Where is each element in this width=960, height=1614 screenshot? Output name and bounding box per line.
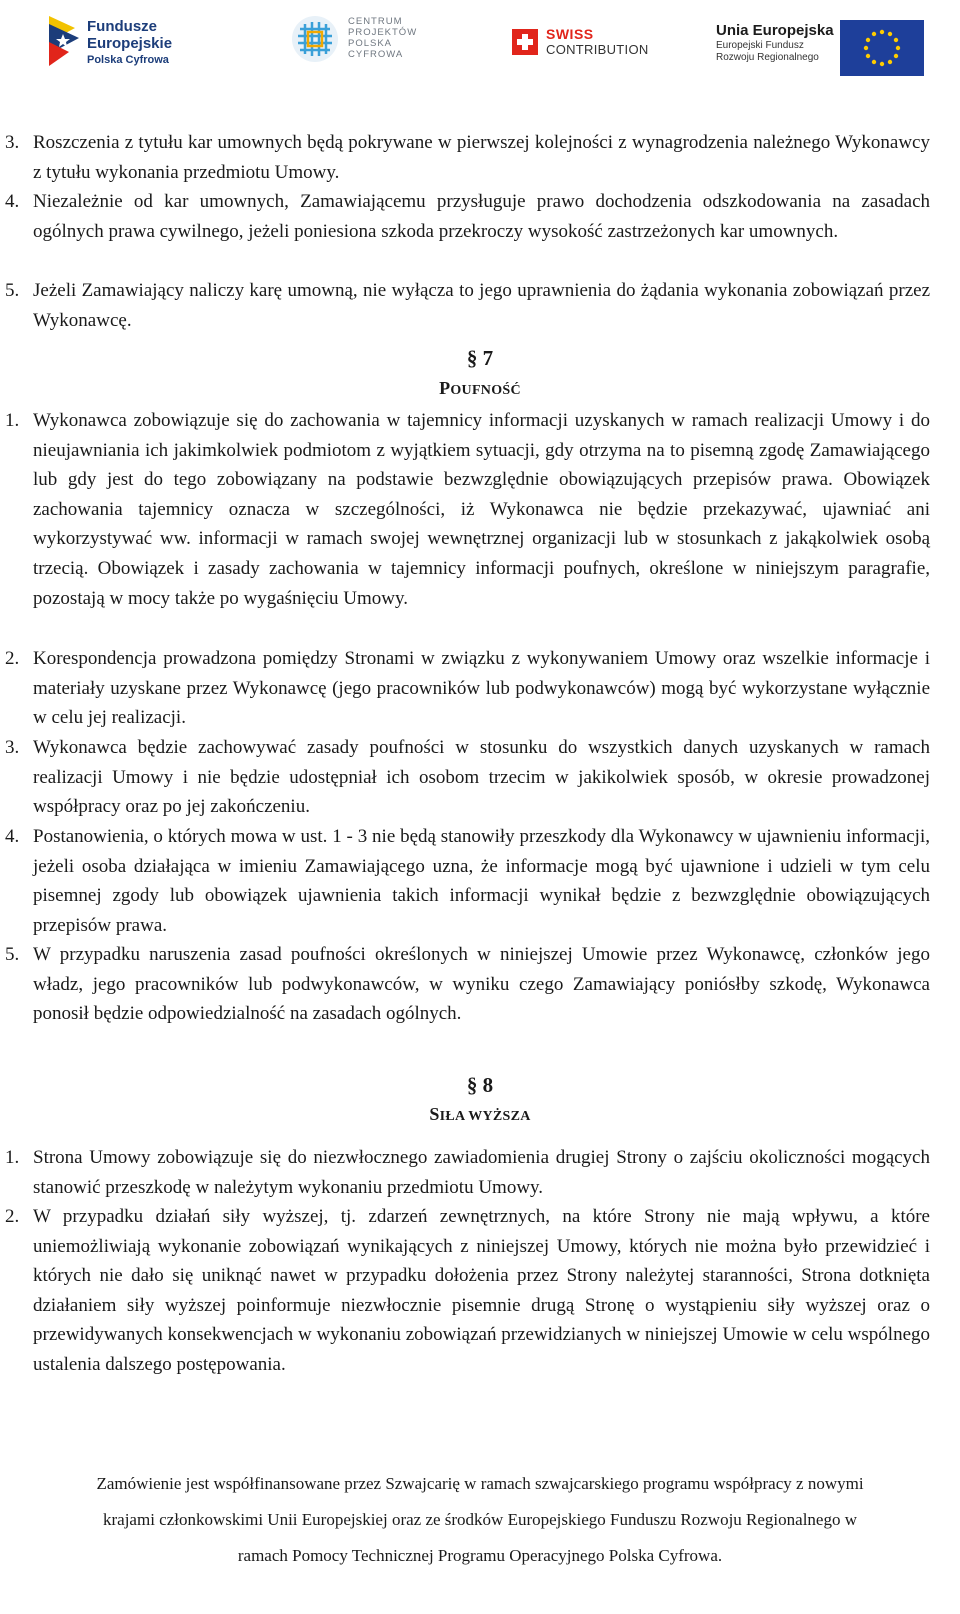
section-8-number: § 8 bbox=[466, 1073, 494, 1097]
item-text: Niezależnie od kar umownych, Zamawiającemu przysługuje prawo dochodzenia odszkodowania na zasadach ogólnych prawa cywilnego, jeżeli poniesiona szkoda przekroczy wysokość zastrzeżonych kar umownych. bbox=[33, 191, 930, 242]
cpp-line3: POLSKA bbox=[348, 38, 393, 49]
fundusze-line2: Europejskie bbox=[87, 35, 173, 52]
swiss-line2: CONTRIBUTION bbox=[546, 42, 649, 57]
centrum-projektow-logo bbox=[290, 12, 430, 72]
list-item bbox=[5, 406, 930, 613]
section-7-title-initial: P bbox=[439, 378, 451, 398]
item-number: 4. bbox=[5, 826, 20, 847]
item-number: 2. bbox=[5, 1206, 20, 1227]
item-text: Postanowienia, o których mowa w ust. 1 - 3 nie będą stanowiły przeszkody dla Wykonawcy w ujawnieniu informacji, jeżeli osoba działająca w imieniu Zamawiającego uzna, że informacje mogą być ujawnione i udzieli w tym celu pisemnej zgody lub obowiązek ujawnienia takich informacji wynikał będzie z bezwzględnie obowiązujących przepisów prawa. bbox=[33, 826, 930, 936]
item-text: W przypadku naruszenia zasad poufności określonych w niniejszej Umowie przez Wykonawcę, członków jego władz, jego pracowników lub podwykonawców, w wyniku czego Zamawiający poniósłby szkodę, Wykonawca ponosił będzie odpowiedzialność na zasadach ogólnych. bbox=[33, 944, 930, 1025]
list-item bbox=[5, 940, 930, 1029]
logo-bar bbox=[0, 0, 960, 80]
list-item bbox=[5, 128, 930, 187]
swiss-cross-icon bbox=[512, 29, 538, 55]
item-text: Jeżeli Zamawiający naliczy karę umowną, nie wyłącza to jego uprawnienia do żądania wykonania zobowiązań przez Wykonawcę. bbox=[33, 280, 930, 331]
list-item bbox=[5, 644, 930, 733]
ue-line2: Europejski Fundusz bbox=[716, 40, 804, 51]
list-item bbox=[5, 1202, 930, 1380]
list-item bbox=[5, 276, 930, 335]
cpp-line2: PROJEKTÓW bbox=[348, 27, 418, 38]
footer-line-2: krajami członkowskimi Unii Europejskiej oraz ze środków Europejskiego Funduszu Rozwoju Regionalnego w bbox=[103, 1510, 857, 1529]
cpp-line4: CYFROWA bbox=[348, 49, 404, 60]
unia-europejska-logo bbox=[716, 12, 916, 72]
eu-flag-icon bbox=[840, 20, 924, 76]
section-7-title bbox=[0, 378, 960, 399]
item-text: W przypadku działań siły wyższej, tj. zdarzeń zewnętrznych, na które Strony nie mają wpływu, a które uniemożliwiają wykonanie zobowiązań wynikających z niniejszej Umowy, których nie można było przewidzieć i których nie dało się uniknąć nawet w przypadku dołożenia przez Strony należytej staranności, Strona dotknięta działaniem siły wyższej poinformuje niezwłocznie pisemnie drugą Stronę o wystąpieniu siły wyższej oraz o przewidywanych konsekwencjach w wykonaniu zobowiązań przewidzianych w niniejszej Umowie w celu wspólnego ustalenia dalszego postępowania. bbox=[33, 1206, 930, 1375]
item-number: 5. bbox=[5, 944, 20, 965]
item-number: 1. bbox=[5, 1147, 20, 1168]
cpp-line1: CENTRUM bbox=[348, 16, 403, 27]
fundusze-line1: Fundusze bbox=[87, 18, 157, 35]
ue-line1: Unia Europejska bbox=[716, 22, 834, 39]
ue-line3: Rozwoju Regionalnego bbox=[716, 52, 819, 63]
section-8-title bbox=[0, 1104, 960, 1125]
section-7-title-rest: OUFNOŚĆ bbox=[450, 383, 521, 398]
item-number: 1. bbox=[5, 410, 20, 431]
list-item bbox=[5, 1143, 930, 1202]
list-item bbox=[5, 733, 930, 822]
item-text: Wykonawca zobowiązuje się do zachowania w tajemnicy informacji uzyskanych w ramach realizacji Umowy i do nieujawniania ich jakimkolwiek podmiotom z wyjątkiem sytuacji, gdy otrzyma na to pisemną zgodę Zamawiającego lub gdy jest do tego zobowiązany na podstawie bezwzględnie obowiązujących przepisów prawa. Obowiązek zachowania tajemnicy oznacza w szczególności, iż Wykonawca nie będzie przekazywać, ujawniać ani wykorzystywać ww. informacji w ramach swojej wewnętrznej organizacji lub w stosunkach z jakąkolwiek osobą trzecią. Obowiązek i zasady zachowania w tajemnicy informacji poufnych, określone w niniejszym paragrafie, pozostają w mocy także po wygaśnięciu Umowy. bbox=[33, 410, 930, 609]
section-8-title-initial: S bbox=[429, 1104, 440, 1124]
swiss-line1: SWISS bbox=[546, 26, 594, 42]
section-7-number: § 7 bbox=[466, 346, 494, 370]
list-item bbox=[5, 822, 930, 940]
fundusze-europejskie-logo bbox=[45, 12, 195, 72]
footer-line-1: Zamówienie jest współfinansowane przez Szwajcarię w ramach szwajcarskiego programu współpracy z nowymi bbox=[96, 1474, 864, 1493]
item-number: 3. bbox=[5, 132, 20, 153]
section-8-title-rest: IŁA WYŻSZA bbox=[439, 1109, 531, 1124]
item-number: 2. bbox=[5, 648, 20, 669]
maze-icon bbox=[290, 14, 340, 64]
list-item bbox=[5, 187, 930, 246]
fundusze-star-icon bbox=[45, 14, 81, 68]
footer-line-3: ramach Pomocy Technicznej Programu Operacyjnego Polska Cyfrowa. bbox=[237, 1546, 723, 1565]
item-text: Korespondencja prowadzona pomiędzy Stronami w związku z wykonywaniem Umowy oraz wszelkie informacje i materiały uzyskane przez Wykonawcę (jego pracowników lub podwykonawców) mogą być wykorzystane wyłącznie w celu jej realizacji. bbox=[33, 648, 930, 729]
item-number: 4. bbox=[5, 191, 20, 212]
item-number: 3. bbox=[5, 737, 20, 758]
item-number: 5. bbox=[5, 280, 20, 301]
swiss-contribution-logo bbox=[512, 12, 662, 72]
funding-footer bbox=[10, 1466, 950, 1574]
item-text: Strona Umowy zobowiązuje się do niezwłocznego zawiadomienia drugiej Strony o zajściu okoliczności mogących stanowić przeszkodę w należytym wykonaniu przedmiotu Umowy. bbox=[33, 1147, 930, 1198]
item-text: Wykonawca będzie zachowywać zasady poufności w stosunku do wszystkich danych uzyskanych w ramach realizacji Umowy i nie będzie udostępniał ich osobom trzecim w jakikolwiek sposób, w okresie prowadzonej współpracy oraz po jej zakończeniu. bbox=[33, 737, 930, 818]
fundusze-line3: Polska Cyfrowa bbox=[87, 54, 169, 66]
item-text: Roszczenia z tytułu kar umownych będą pokrywane w pierwszej kolejności z wynagrodzenia należnego Wykonawcy z tytułu wykonania przedmiotu Umowy. bbox=[33, 132, 930, 183]
